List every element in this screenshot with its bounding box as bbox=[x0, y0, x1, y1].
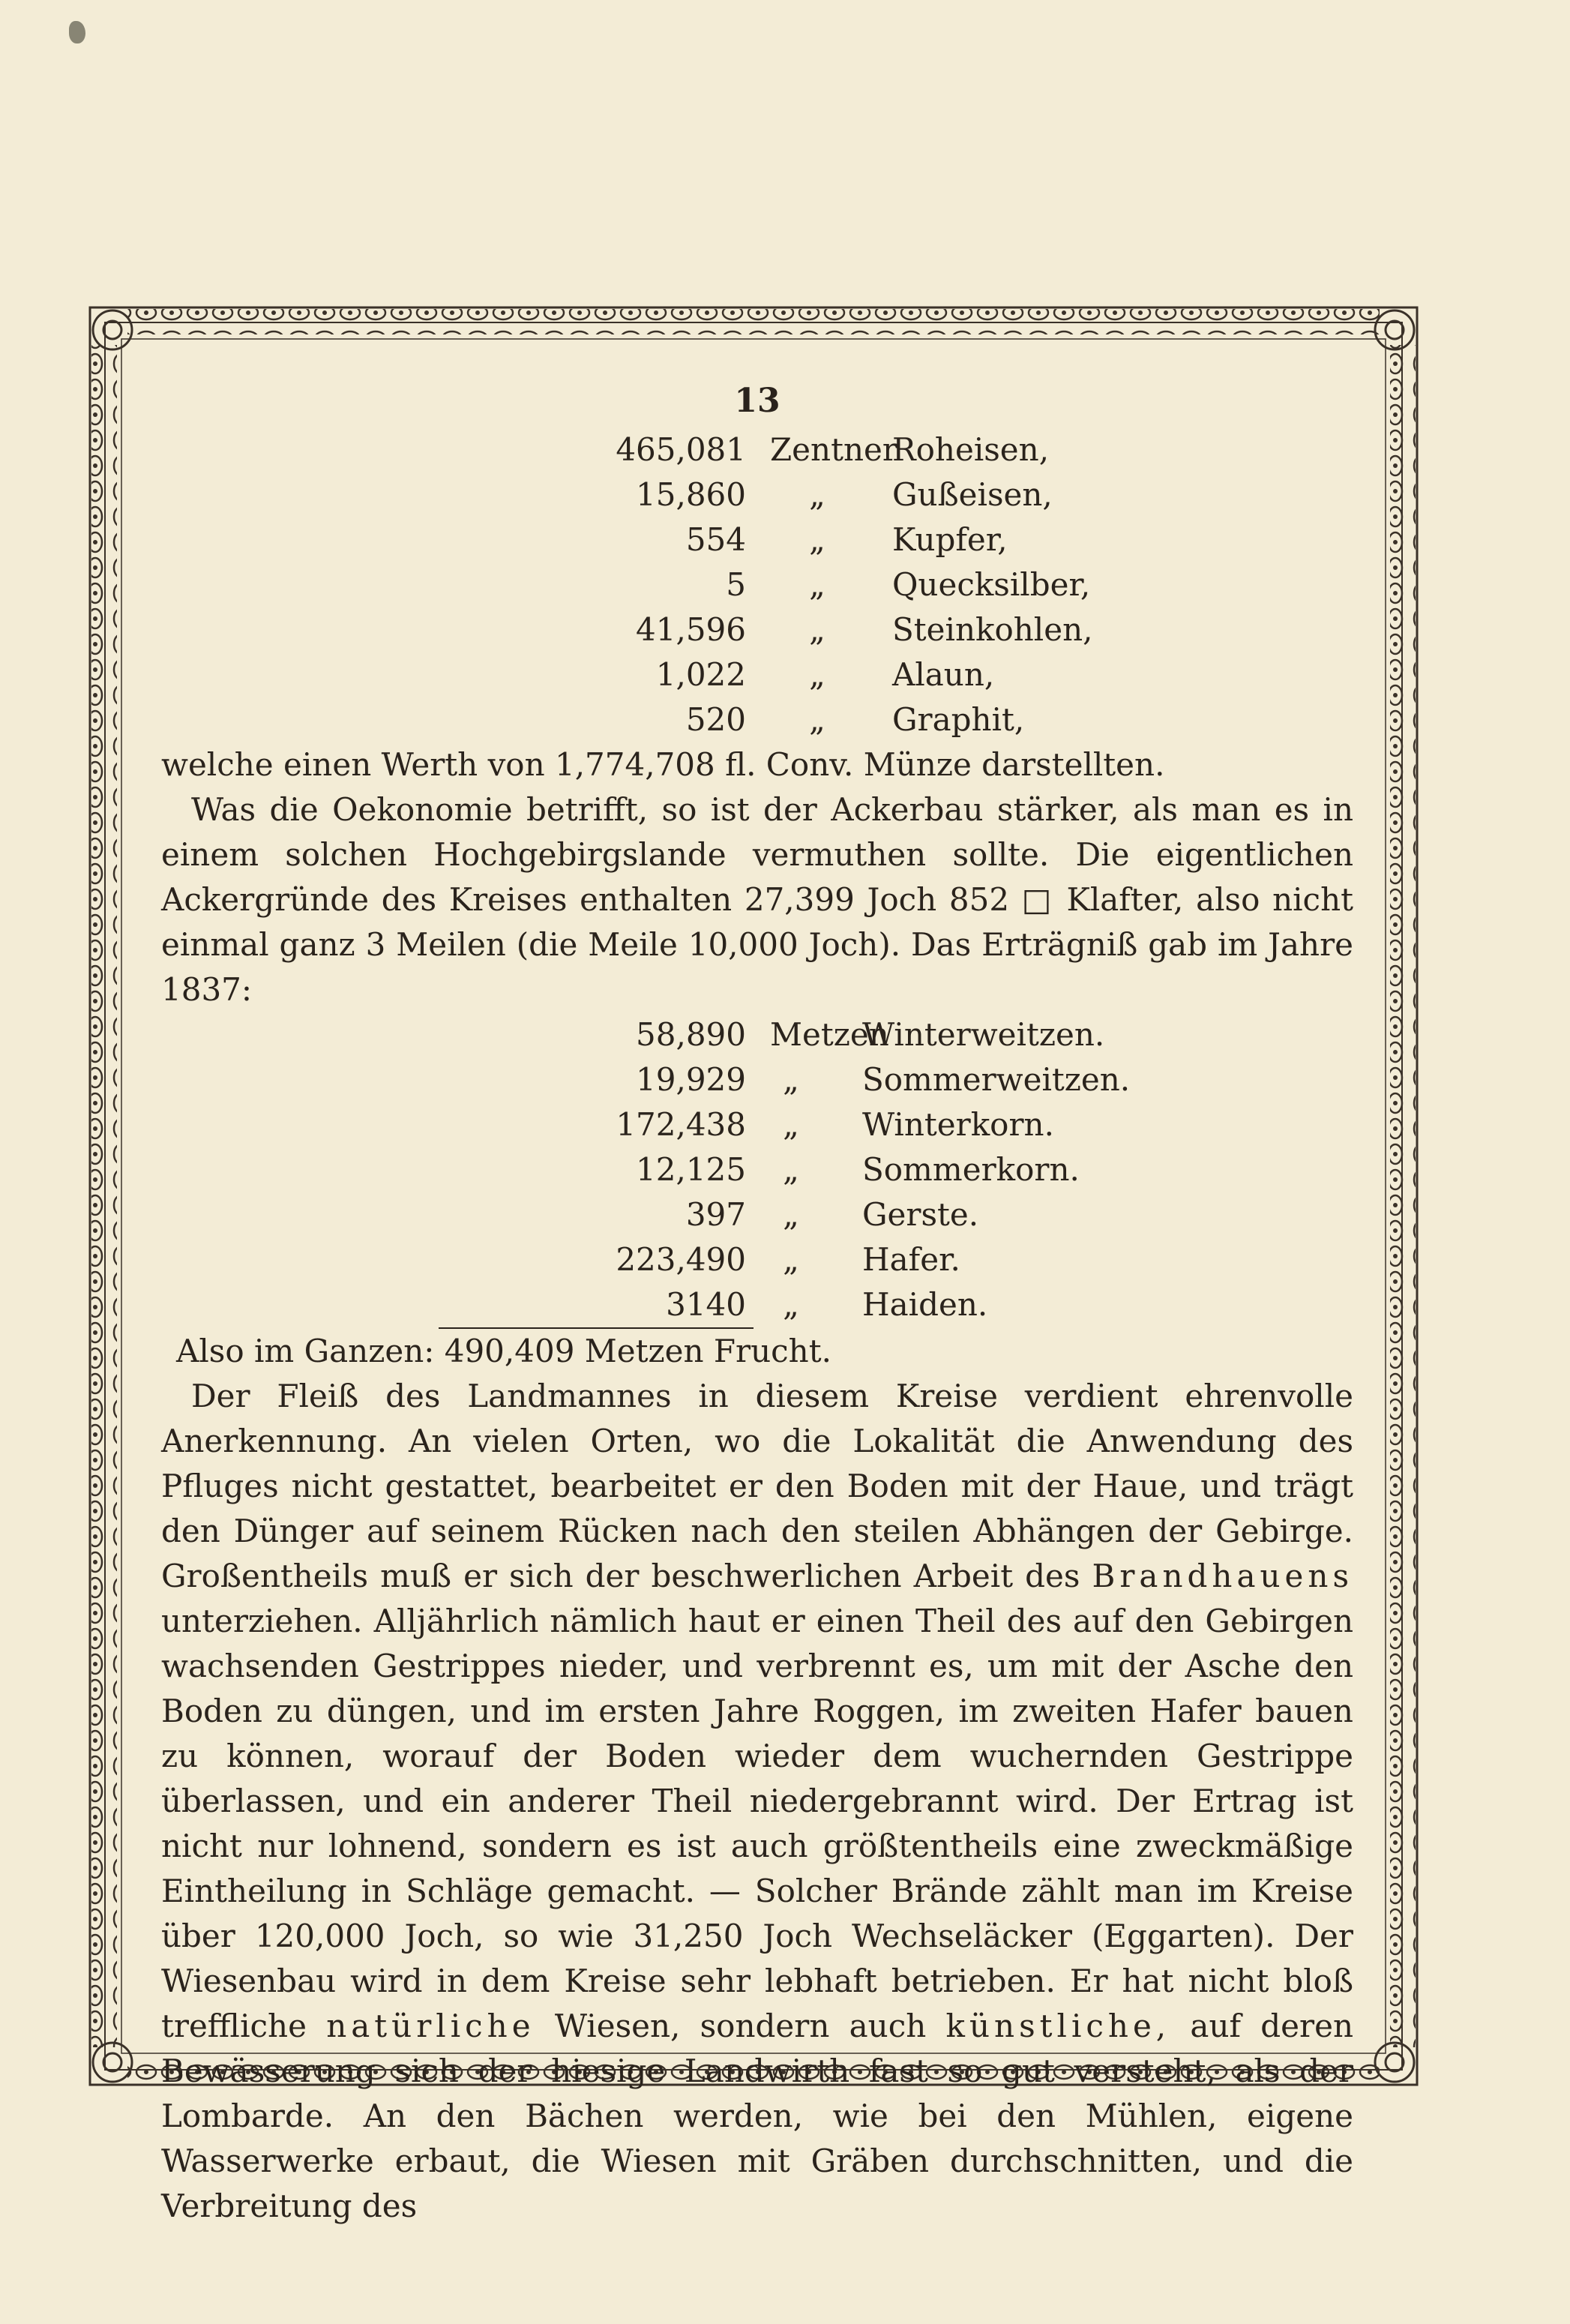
emphasized-word: natürliche bbox=[326, 2008, 535, 2044]
item: Quecksilber, bbox=[892, 566, 1091, 603]
ditto-mark: „ bbox=[783, 1241, 799, 1278]
item: Gerste. bbox=[862, 1196, 979, 1233]
table-row bbox=[161, 1102, 1353, 1147]
quantity: 554 bbox=[685, 521, 746, 558]
unit: Zentner bbox=[770, 431, 897, 468]
ditto-mark: „ bbox=[809, 566, 825, 603]
quantity: 397 bbox=[685, 1196, 746, 1233]
item: Winterkorn. bbox=[862, 1106, 1054, 1143]
table-row bbox=[161, 1237, 1353, 1282]
table-row bbox=[161, 1012, 1353, 1057]
production-table bbox=[161, 427, 1353, 742]
quantity: 19,929 bbox=[636, 1061, 746, 1098]
item: Winterweitzen. bbox=[862, 1016, 1105, 1053]
item: Graphit, bbox=[892, 701, 1025, 738]
table-row bbox=[161, 652, 1353, 697]
value-statement: welche einen Werth von 1,774,708 fl. Conv. Münze darstellten. bbox=[161, 746, 1165, 783]
item: Gußeisen, bbox=[892, 476, 1053, 513]
ditto-mark: „ bbox=[809, 476, 825, 513]
item: Kupfer, bbox=[892, 521, 1008, 558]
ditto-mark: „ bbox=[783, 1196, 799, 1233]
table-row bbox=[161, 427, 1353, 472]
quantity: 223,490 bbox=[616, 1241, 746, 1278]
ditto-mark: „ bbox=[809, 701, 825, 738]
item: Roheisen, bbox=[892, 431, 1050, 468]
paragraph-text: unterziehen. Alljährlich nämlich haut er einen Theil des auf den Gebirgen wachsenden Gestrippes nieder, und verbrennt es, um mit der Asche den Boden zu düngen, und im ersten Jahre Roggen, im zweiten Hafer bauen zu können, worauf der Boden wieder dem wuchernden Gestrippe überlassen, und ein anderer Theil niedergebrannt wird. Der Ertrag ist nicht nur lohnend, sondern es ist auch größtentheils eine zweckmäßige Eintheilung in Schläge gemacht. — Solcher Brände zählt man im Kreise über 120,000 Joch, so wie 31,250 Joch Wechseläcker (Eggarten). Der Wiesenbau wird in dem Kreise sehr lebhaft betrieben. Er hat nicht bloß treffliche bbox=[161, 1603, 1353, 2044]
ink-speck bbox=[69, 21, 85, 43]
sum-rule bbox=[161, 1327, 1353, 1329]
item: Sommerweitzen. bbox=[862, 1061, 1131, 1098]
quantity: 465,081 bbox=[616, 431, 746, 468]
paragraph-text: Der Fleiß des Landmannes in diesem Kreise verdient ehrenvolle Anerkennung. An vielen Orten, wo die Lokalität die Anwendung des Pfluges nicht gestattet, bearbeitet er den Boden mit der Haue, und trägt den Dünger auf seinem Rücken nach den steilen Abhängen der Gebirge. Großentheils muß er sich der beschwerlichen Arbeit des bbox=[161, 1378, 1353, 1594]
table-row bbox=[161, 697, 1353, 742]
table-row bbox=[161, 517, 1353, 562]
emphasized-word: Brandhauens bbox=[1092, 1558, 1353, 1594]
ditto-mark: „ bbox=[783, 1106, 799, 1143]
paragraph-text: auf deren Bewässerung sich der hiesige Landwirth fast so gut versteht, als der Lombarde. An den Bächen werden, wie bei den Mühlen, eigene Wasserwerke erbaut, die Wiesen mit Gräben durchschnitten, und die Verbreitung des bbox=[161, 2008, 1354, 2224]
table-row bbox=[161, 1057, 1353, 1102]
farmer-paragraph bbox=[161, 1374, 1353, 2229]
ditto-mark: „ bbox=[783, 1151, 799, 1188]
paragraph-text: Wiesen, sondern auch bbox=[554, 2008, 927, 2044]
table-row bbox=[161, 607, 1353, 652]
table-row bbox=[161, 562, 1353, 607]
quantity: 3140 bbox=[666, 1286, 746, 1323]
table-row bbox=[161, 1147, 1353, 1192]
table-row bbox=[161, 1282, 1353, 1327]
table-row bbox=[161, 1192, 1353, 1237]
item: Alaun, bbox=[892, 656, 995, 693]
item: Steinkohlen, bbox=[892, 611, 1093, 648]
ditto-mark: „ bbox=[809, 521, 825, 558]
quantity: 15,860 bbox=[636, 476, 746, 513]
quantity: 1,022 bbox=[655, 656, 746, 693]
ditto-mark: „ bbox=[809, 656, 825, 693]
ditto-mark: „ bbox=[783, 1286, 799, 1323]
harvest-total: Also im Ganzen: 490,409 Metzen Frucht. bbox=[176, 1333, 831, 1369]
ditto-mark: „ bbox=[783, 1061, 799, 1098]
item: Hafer. bbox=[862, 1241, 960, 1278]
quantity: 520 bbox=[685, 701, 746, 738]
ditto-mark: „ bbox=[809, 611, 825, 648]
table-row bbox=[161, 472, 1353, 517]
item: Haiden. bbox=[862, 1286, 988, 1323]
quantity: 12,125 bbox=[636, 1151, 746, 1188]
page-content bbox=[161, 375, 1353, 2229]
economy-paragraph: Was die Oekonomie betrifft, so ist der Ackerbau stärker, als man es in einem solchen Hochgebirgslande vermuthen sollte. Die eigentlichen Ackergründe des Kreises enthalten 27,399 Joch 852 □ Klafter, also nicht einmal ganz 3 Meilen (die Meile 10,000 Joch). Das Erträgniß gab im Jahre 1837: bbox=[161, 791, 1353, 1008]
harvest-table bbox=[161, 1012, 1353, 1329]
unit: Metzen bbox=[770, 1016, 889, 1053]
quantity: 58,890 bbox=[636, 1016, 746, 1053]
quantity: 172,438 bbox=[616, 1106, 746, 1143]
page-number: 13 bbox=[734, 382, 781, 420]
item: Sommerkorn. bbox=[862, 1151, 1080, 1188]
quantity: 41,596 bbox=[636, 611, 746, 648]
emphasized-word: künstliche, bbox=[945, 2008, 1171, 2044]
quantity: 5 bbox=[726, 566, 746, 603]
